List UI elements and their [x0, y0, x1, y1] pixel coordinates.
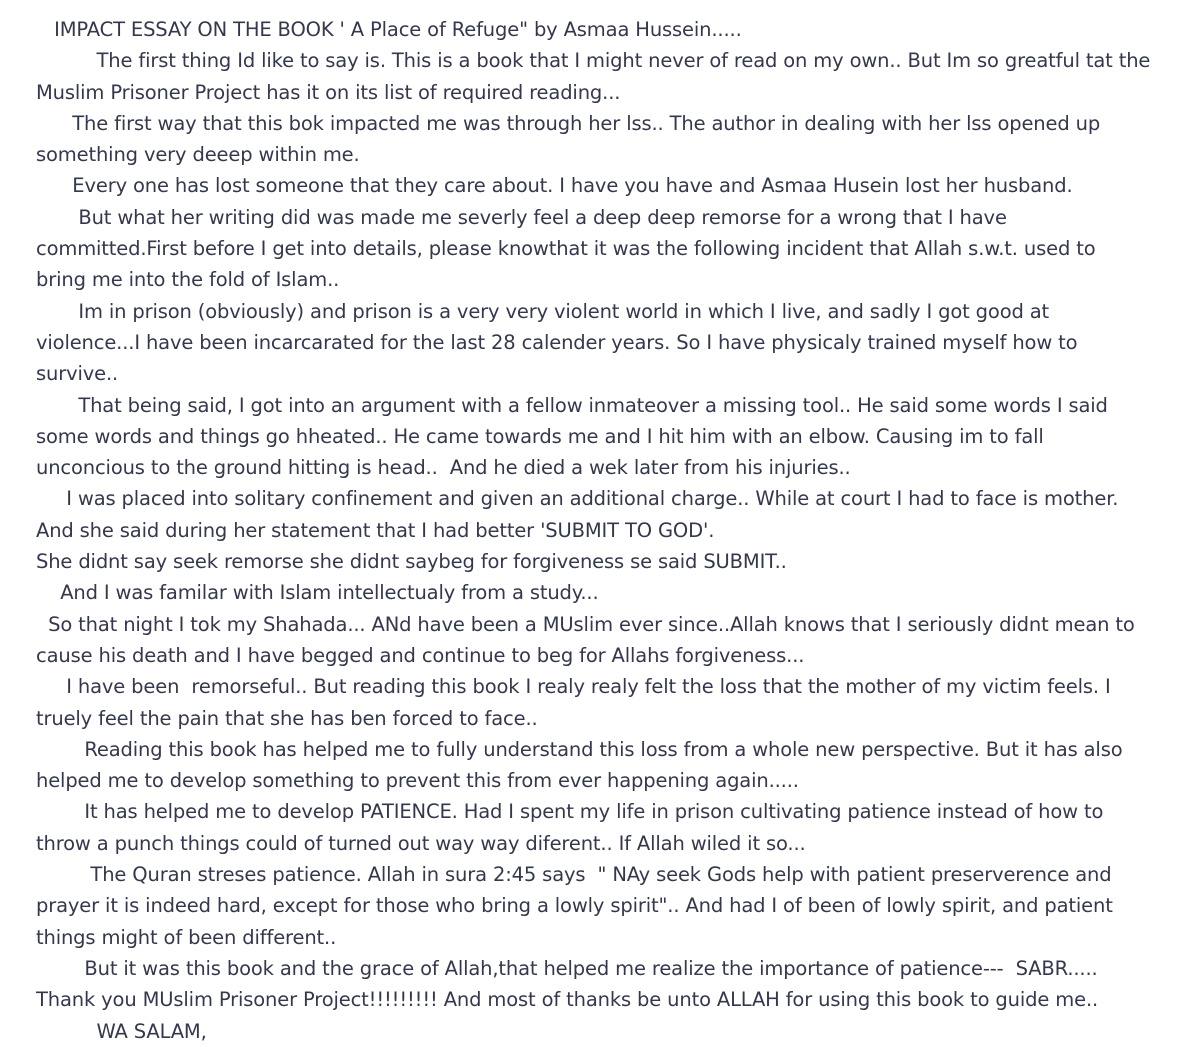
essay-line: some words and things go hheated.. He came towards me and I hit him with an elbow. Causing im to fall — [36, 424, 1044, 448]
essay-line: Every one has lost someone that they care about. I have you have and Asmaa Husein lost her husband. — [36, 174, 1073, 198]
essay-line: something very deeep within me. — [36, 143, 360, 167]
essay-line: things might of been different.. — [36, 925, 337, 949]
essay-line: prayer it is indeed hard, except for those who bring a lowly spirit".. And had I of been of lowly spirit, and patient — [36, 894, 1113, 918]
essay-line: violence...I have been incarcarated for the last 28 calender years. So I have physicaly trained myself how to — [36, 330, 1078, 354]
essay-line: Thank you MUslim Prisoner Project!!!!!!!!! And most of thanks be unto ALLAH for using this book to guide me.. — [36, 988, 1099, 1012]
essay-line: committed.First before I get into details, please knowthat it was the following incident that Allah s.w.t. used to — [36, 237, 1096, 261]
essay-line: The first way that this bok impacted me was through her lss.. The author in dealing with her lss opened up — [36, 111, 1101, 135]
essay-line: That being said, I got into an argument with a fellow inmateover a missing tool.. He said some words I said — [36, 393, 1108, 417]
essay-line: I have been remorseful.. But reading this book I realy realy felt the loss that the mother of my victim feels. I — [36, 675, 1111, 699]
essay-line: And I was familar with Islam intellectualy from a study... — [36, 581, 599, 605]
essay-line: throw a punch things could of turned out way way diferent.. If Allah wiled it so... — [36, 831, 806, 855]
essay-line: unconcious to the ground hitting is head.. And he died a wek later from his injuries.. — [36, 456, 851, 480]
essay-line: I was placed into solitary confinement and given an additional charge.. While at court I had to face is mother. — [36, 487, 1119, 511]
essay-line: truely feel the pain that she has ben forced to face.. — [36, 706, 538, 730]
essay-line: bring me into the fold of Islam.. — [36, 268, 340, 292]
essay-line: The Quran streses patience. Allah in sura 2:45 says " NAy seek Gods help with patient preserverence and — [36, 863, 1112, 887]
essay-line: cause his death and I have begged and continue to beg for Allahs forgiveness... — [36, 643, 805, 667]
essay-document — [36, 14, 1186, 1047]
essay-line: It has helped me to develop PATIENCE. Had I spent my life in prison cultivating patience instead of how to — [36, 800, 1104, 824]
essay-line: The first thing Id like to say is. This is a book that I might never of read on my own.. But Im so greatful tat the — [36, 49, 1151, 73]
essay-line: So that night I tok my Shahada... ANd have been a MUslim ever since..Allah knows that I seriously didnt mean to — [36, 612, 1135, 636]
essay-line: But it was this book and the grace of Allah,that helped me realize the importance of patience--- SABR..... — [36, 956, 1098, 980]
essay-line: Im in prison (obviously) and prison is a very very violent world in which I live, and sadly I got good at — [36, 299, 1050, 323]
essay-line: She didnt say seek remorse she didnt saybeg for forgiveness se said SUBMIT.. — [36, 550, 787, 574]
essay-line: Reading this book has helped me to fully understand this loss from a whole new perspective. But it has also — [36, 737, 1123, 761]
essay-title-line: IMPACT ESSAY ON THE BOOK ' A Place of Refuge" by Asmaa Hussein..... — [36, 18, 742, 41]
essay-signoff-line: WA SALAM, — [36, 1019, 207, 1043]
essay-line: helped me to develop something to prevent this from ever happening again..... — [36, 769, 799, 793]
essay-line: survive.. — [36, 362, 119, 386]
essay-line: And she said during her statement that I had better 'SUBMIT TO GOD'. — [36, 518, 715, 542]
essay-line: But what her writing did was made me severly feel a deep deep remorse for a wrong that I have — [36, 205, 1007, 229]
essay-line: Muslim Prisoner Project has it on its list of required reading... — [36, 80, 621, 104]
